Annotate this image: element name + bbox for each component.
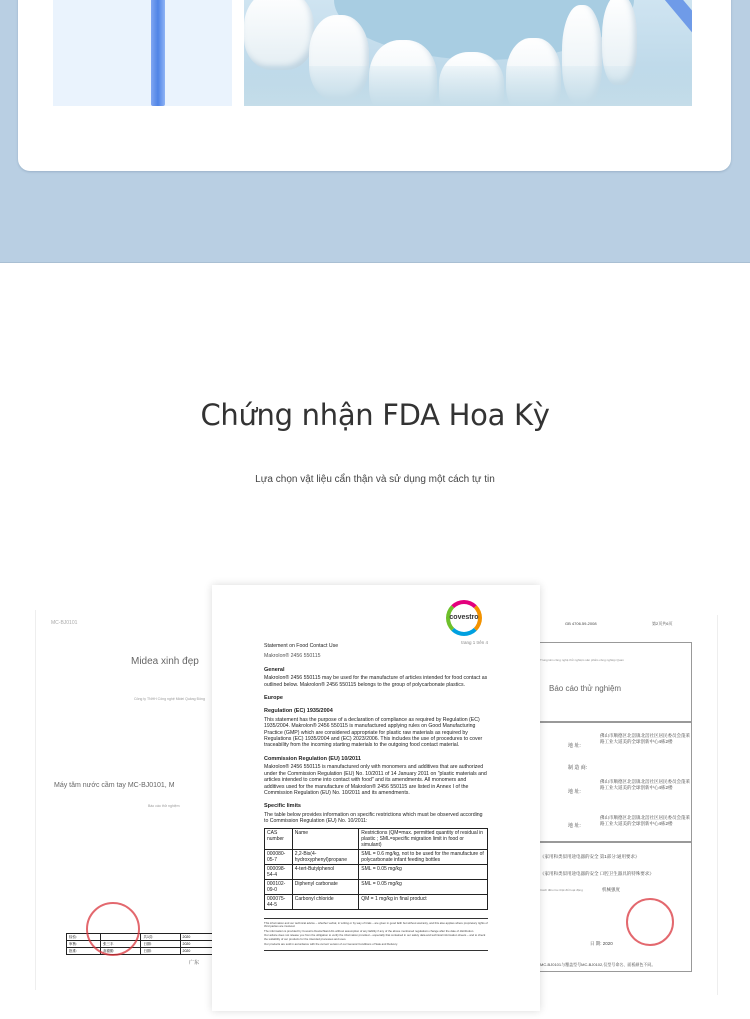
water-flosser-nozzle-image: [53, 0, 232, 106]
address-label-2: 地 址:: [568, 789, 581, 795]
maker-label: 制 造 商:: [568, 765, 588, 771]
address-value-3: 佛山市顺德区北滘镇北滘社区居民委员会蓬莱路工业大道美的全球创新中心4栋2楼: [600, 815, 690, 826]
product-card: [18, 0, 731, 171]
general-title: General: [264, 666, 285, 673]
standard-line-2: 《家用和类似用途电器的安全 口腔卫生器具的特殊要求》: [540, 871, 654, 876]
page-number: 第2页共6页: [652, 621, 673, 626]
europe-title: Europe: [264, 695, 283, 702]
report-label: Báo cáo thử nghiệm: [148, 804, 180, 808]
reg2-text: Makrolon® 2456 550115 is manufactured only with monomers and additives that are authorized under the Commission Regulation (EU) No. 10/2011 of 14 January 2011 on "plastic materials and articles intended to come into contact with food" and its amendments. All monomers and additives used for the manufacture of Makrolon® 2456 550115 are listed in Annex I of the Commission Regulation (EU) No. 10/2011 and its amendments.: [264, 764, 487, 796]
test-report-page: [540, 615, 718, 995]
company-name: Công ty TNHH Công nghệ Midei Quảng Đông: [134, 697, 205, 701]
covestro-logo: covestro: [446, 600, 482, 636]
model-note: MC-BJ0101与覆盖型号MC-BJ0102,仅型号命名、面板颜色不同。: [540, 962, 656, 967]
method-value: 机械强度: [602, 887, 620, 892]
teeth-cleaning-image: [244, 0, 692, 106]
product-name: Máy tăm nước cầm tay MC-BJ0101, M: [54, 782, 175, 789]
standard-code: GB 4706.59-2008: [565, 621, 597, 626]
section-subtitle: Lựa chọn vật liệu cẩn thận và sử dụng một cách tự tin: [255, 474, 495, 485]
brand-name: Midea xinh đẹp: [131, 656, 199, 667]
reg2-title: Commission Regulation (EU) 10/2011: [264, 755, 361, 762]
address-label-3: 地 址:: [568, 823, 581, 829]
doc-heading: Statement on Food Contact Use: [264, 643, 339, 649]
restrictions-table: CAS number Name Restrictions (QM=max. permitted quantity of residual in plastic ; SML=specific migration limit in food or simulant) 000080-05-7 2,2-Bis(4-hydroxyphenyl)propane SML = 0.6 mg/kg, not to be used for the manufacture of polycarbonate infant feeding bottles 000098-54-4 4-tert-Butylphenol SML = 0.05 mg/kg 000102-09-0 Diphenyl carbonate SML = 0.05 mg/kg 000075-44-5 Carbonyl chloride QM = 1 mg/kg in final product: [264, 828, 488, 910]
signature-table: 检验: 共1页: 2020 审核: 张三丰 日期: 2020 批准: 高德勤 日期: 2020: [66, 930, 214, 955]
page-number: trang 1 trên 4: [461, 640, 488, 645]
section-title: Chứng nhận FDA Hoa Kỳ: [200, 398, 550, 432]
test-report-cover: [35, 610, 212, 990]
header-code: MC-BJ0101: [51, 620, 78, 626]
report-title: Báo cáo thử nghiệm: [549, 684, 622, 693]
limits-text: The table below provides information on specific restrictions which must be observed according to Commission Regulation (EU) No. 10/2011:: [264, 811, 483, 825]
address-value-2: 佛山市顺德区北滘镇北滘社区居民委员会蓬莱路工业大道美的全球创新中心4栋2楼: [600, 779, 690, 790]
address-label: 地 址:: [568, 743, 581, 749]
reg1-text: This statement has the purpose of a declaration of compliance as required by Regulation (EC) 1935/2004. Makrolon® 2456 550115 is manufactured applying rules on Good Manufacturing Practice (GMP) which are considered appropriate for plastic raw materials as required by Regulations (EC) 1935/2004 and (EC) 2023/2006. This includes the use of procedures to cover traceability from the incoming starting materials to the outgoing food contact material.: [264, 716, 483, 749]
footer-mark: 广东: [189, 960, 200, 966]
date-label: 日 期: 2020: [590, 941, 613, 946]
limits-title: Specific limits: [264, 803, 301, 810]
fda-statement-document: [212, 585, 540, 1011]
standard-line-1: 《家用和类似用途电器的安全 第1部分:通用要求》: [540, 854, 640, 859]
general-text: Makrolon® 2456 550115 may be used for the manufacture of articles intended for food contact as outlined below. Makrolon® 2456 550115 belongs to the group of polycarbonate plastics.: [264, 675, 488, 688]
method-label: Cách điều tra nhật đổ hoạt động: [540, 888, 583, 892]
reg1-title: Regulation (EC) 1935/2004: [264, 708, 333, 715]
test-center: Trung tâm công nghệ thử nghiệm sản phẩm công nghiệp Quan: [540, 658, 624, 662]
red-seal-stamp: [86, 902, 140, 956]
address-value: 佛山市顺德区北滘镇北滘社区居民委员会蓬莱路工业大道美的全球创新中心4栋2楼: [600, 733, 690, 744]
red-seal-stamp: [626, 898, 674, 946]
product-section: [0, 0, 750, 263]
doc-product: Makrolon® 2456 550115: [264, 653, 321, 660]
disclaimer: This information and our technical advice – whether verbal, in writing or by way of trials – are given in good faith but without warranty, and this also applies where proprietary rights of third parties are involved. The information is provided by Covestro Deutschland AG without assumption of any liability if any of the above mentioned regulations change after the date of distribution. Our advice does not release you from the obligation to verify the information provided – especially that contained in our safety data and technical information sheets – and to check the suitability of our products for the intended processes and uses. Our products are sold in accordance with the current version of our General Conditions of Sale and Delivery.: [264, 918, 488, 952]
